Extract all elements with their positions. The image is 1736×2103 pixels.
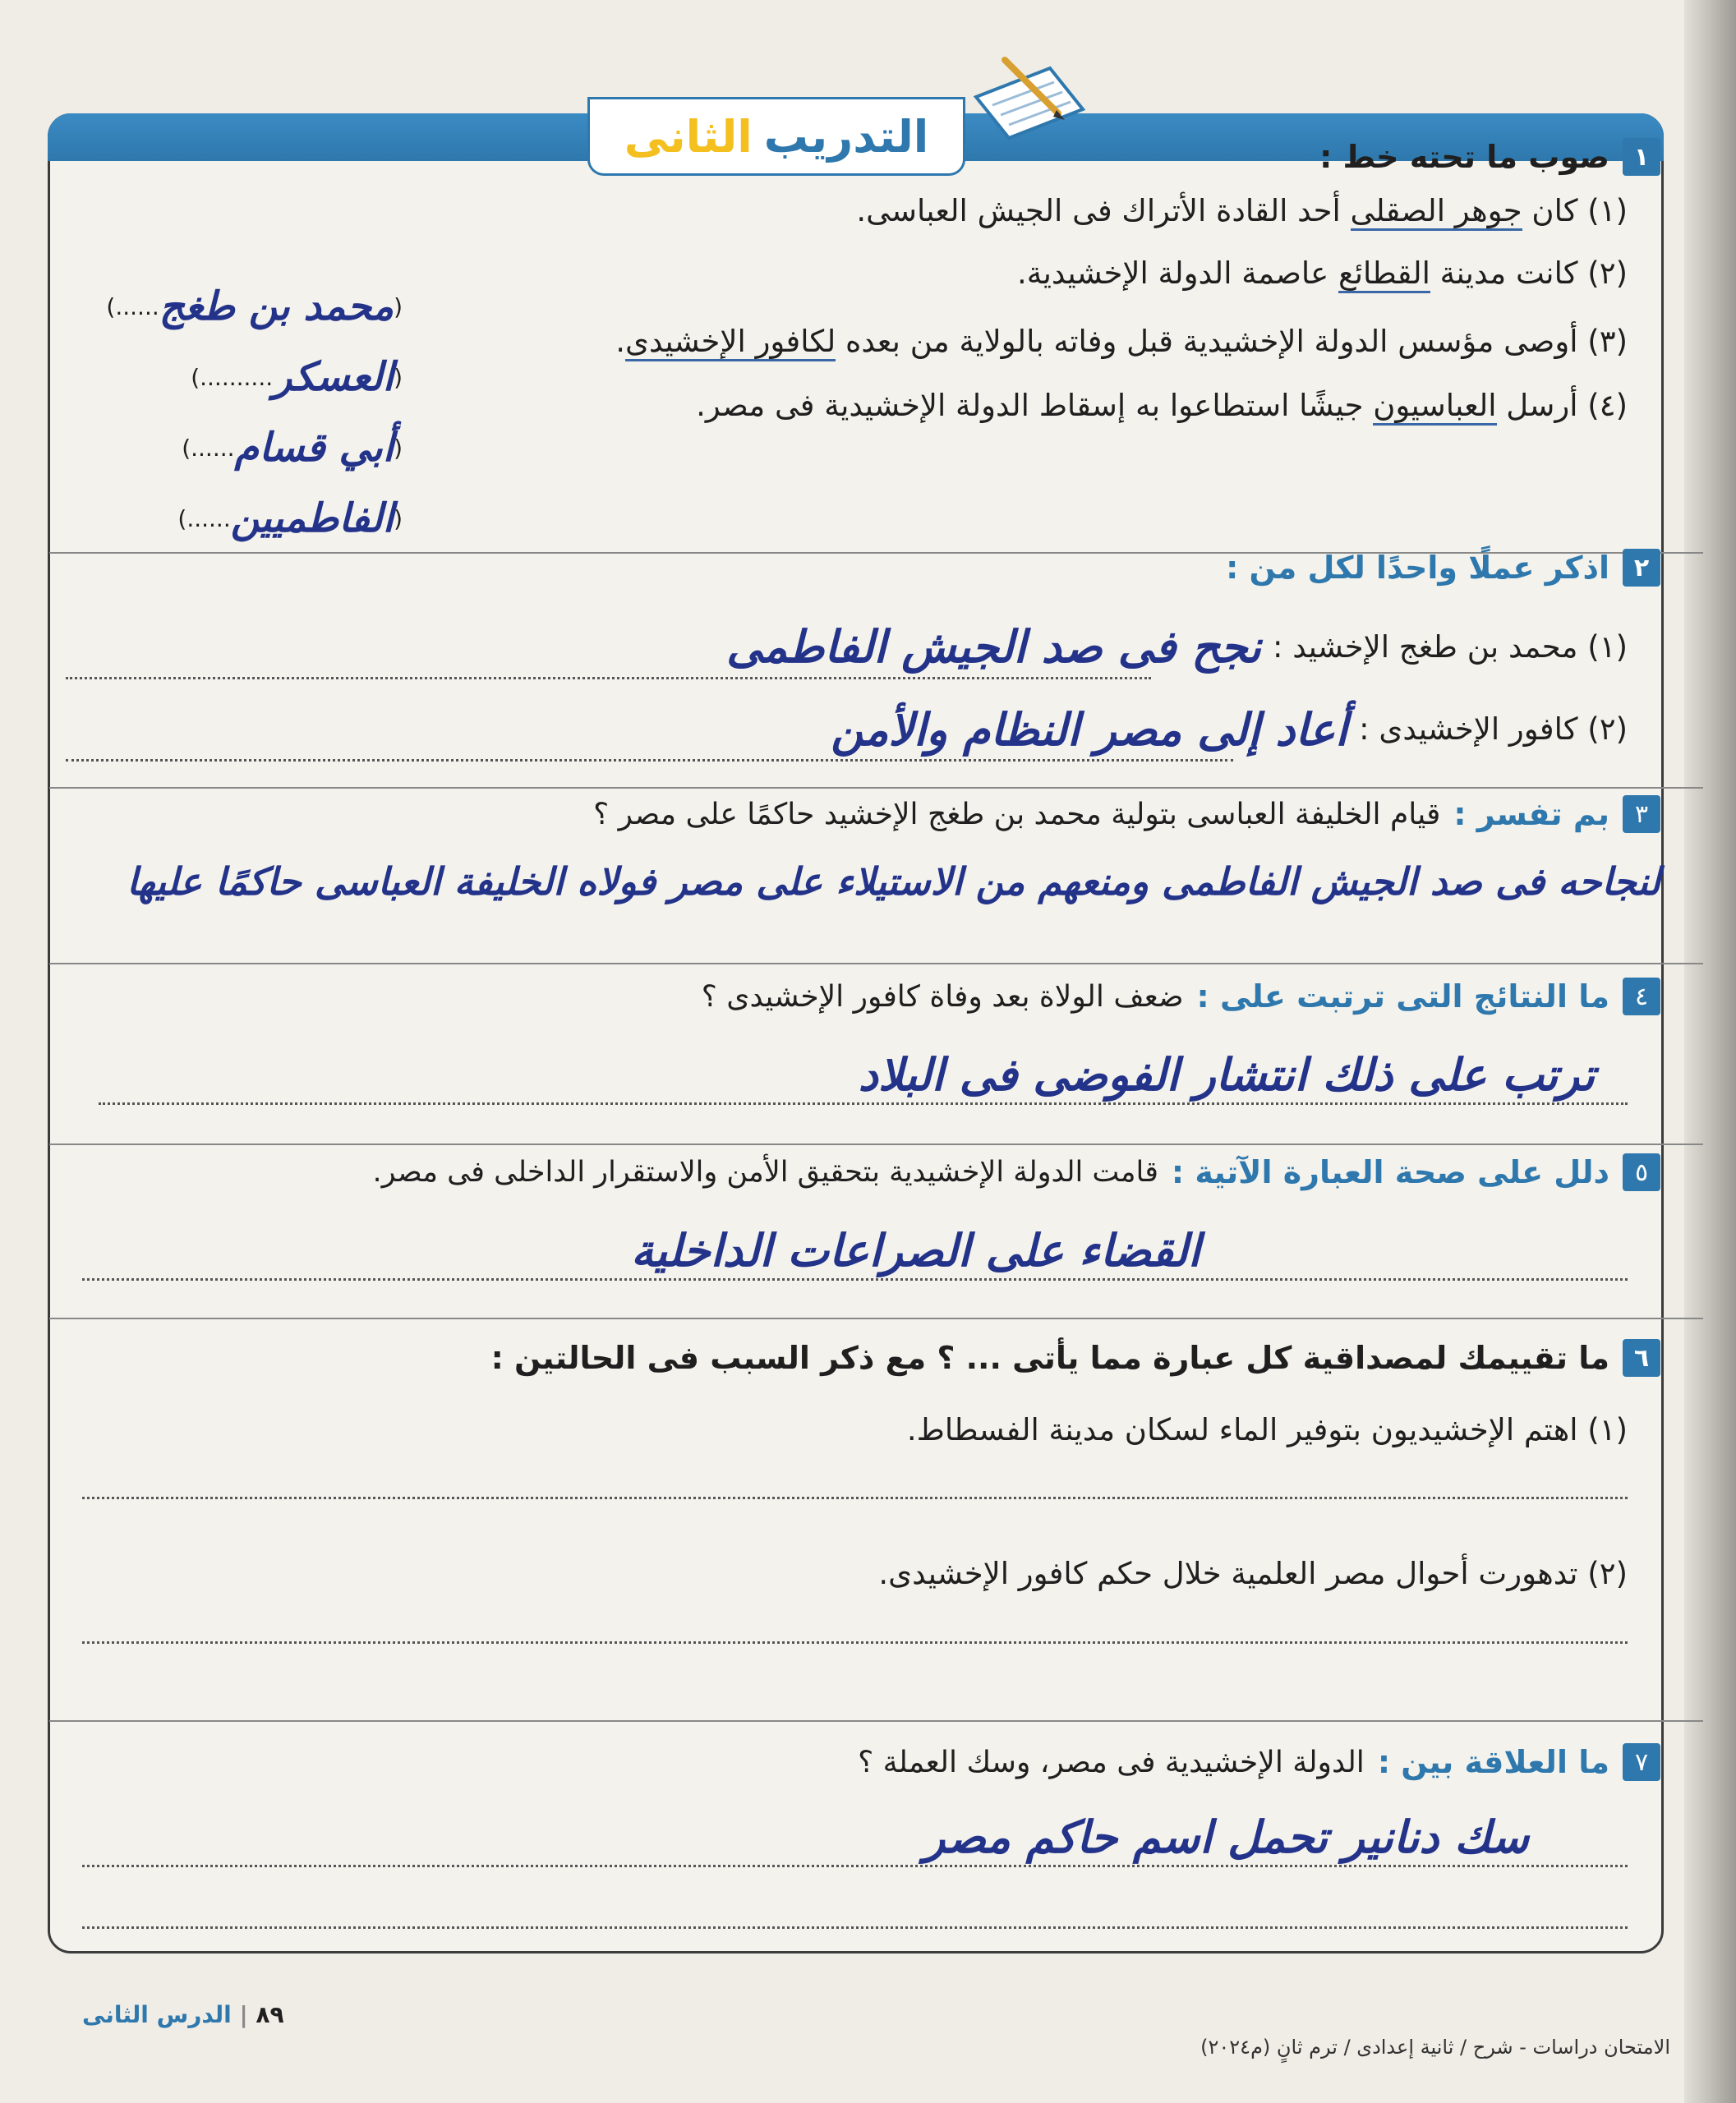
answer-line — [82, 1863, 1628, 1867]
q3-answer[interactable]: لنجاحه فى صد الجيش الفاطمى ومنعهم من الاستيلاء على مصر فولاه الخليفة العباسى حاكمًا عليها — [127, 859, 1660, 904]
title-main: التدريب — [763, 110, 929, 163]
q6-item-2: (٢) تدهورت أحوال مصر العلمية خلال حكم كافور الإخشيدى. — [878, 1556, 1628, 1592]
answer-line[interactable] — [82, 1925, 1628, 1929]
question-4 — [66, 978, 1660, 1105]
question-4-header: ٤ ما النتائج التى ترتبت على : ضعف الولاة بعد وفاة كافور الإخشيدى ؟ — [66, 978, 1660, 1015]
q1-item-2: (٢) كانت مدينة القطائع عاصمة الدولة الإخشيدية. — [66, 255, 1628, 292]
q1-answer-2[interactable]: ( العسكر ..........) — [191, 354, 403, 400]
page-number: ٨٩ — [256, 2001, 284, 2028]
question-7-header: ٧ ما العلاقة بين : الدولة الإخشيدية فى مصر، وسك العملة ؟ — [66, 1743, 1660, 1781]
q1-answer-3[interactable]: ( أبي قسام ......) — [182, 425, 403, 471]
question-7 — [66, 1743, 1660, 1929]
question-6 — [66, 1339, 1660, 1644]
q2-answer-2[interactable]: أعاد إلى مصر النظام والأمن — [831, 702, 1348, 756]
q4-answer[interactable]: ترتب على ذلك انتشار الفوضى فى البلاد — [858, 1048, 1595, 1101]
q1-answers — [107, 271, 403, 554]
q1-answer-4[interactable]: ( الفاطميين ......) — [177, 495, 403, 541]
question-3-header: ٣ بم تفسر : قيام الخليفة العباسى بتولية محمد بن طغج الإخشيد حاكمًا على مصر ؟ — [66, 795, 1660, 833]
page-edge — [1684, 0, 1736, 2103]
question-2 — [66, 549, 1660, 762]
question-2-header: ٢ اذكر عملًا واحدًا لكل من : — [66, 549, 1660, 587]
answer-line — [66, 757, 1233, 762]
divider — [49, 963, 1703, 964]
q2-item-2: (٢) كافور الإخشيدى : أعاد إلى مصر النظام والأمن — [66, 702, 1628, 758]
question-label: صوب ما تحته خط : — [1319, 139, 1609, 175]
q2-answer-1[interactable]: نجح فى صد الجيش الفاطمى — [726, 620, 1261, 673]
answer-line[interactable] — [82, 1640, 1628, 1644]
question-6-header: ٦ ما تقييمك لمصداقية كل عبارة مما يأتى ... ؟ مع ذكر السبب فى الحالتين : — [66, 1339, 1660, 1377]
question-number: ١ — [1623, 138, 1660, 176]
lesson-name: الدرس الثانى — [82, 2001, 232, 2028]
question-1-header — [66, 138, 1660, 176]
q1-item-4: (٤) أرسل العباسيون جيشًا استطاعوا به إسقاط الدولة الإخشيدية فى مصر. — [66, 387, 1628, 425]
question-5-header: ٥ دلل على صحة العبارة الآتية : قامت الدولة الإخشيدية بتحقيق الأمن والاستقرار الداخلى فى مصر. — [66, 1153, 1660, 1191]
q1-item-3: (٣) أوصى مؤسس الدولة الإخشيدية قبل وفاته بالولاية من بعده لكافور الإخشيدى. — [66, 323, 1628, 361]
answer-line — [99, 1101, 1628, 1105]
q2-item-1: (١) محمد بن طغج الإخشيد : نجح فى صد الجيش الفاطمى — [66, 619, 1628, 675]
divider — [49, 1720, 1703, 1722]
footer-book-title: الامتحان دراسات - شرح / ثانية إعدادى / ترم ثانٍ (م٢٠٢٤) — [1200, 2036, 1670, 2059]
answer-line[interactable] — [82, 1495, 1628, 1499]
divider — [49, 1318, 1703, 1319]
q7-answer[interactable]: سك دنانير تحمل اسم حاكم مصر — [923, 1811, 1529, 1863]
question-5 — [66, 1153, 1660, 1281]
divider — [49, 1144, 1703, 1145]
q1-item-1: (١) كان جوهر الصقلى أحد القادة الأتراك فى الجيش العباسى. — [66, 192, 1628, 230]
q6-item-1: (١) اهتم الإخشيديون بتوفير الماء لسكان مدينة الفسطاط. — [906, 1412, 1628, 1447]
divider — [49, 787, 1703, 789]
pen-paper-icon — [960, 48, 1091, 146]
answer-line — [66, 675, 1151, 679]
footer-page-info: ٨٩ | الدرس الثانى — [82, 2001, 284, 2028]
q1-answer-1[interactable]: ( محمد بن طغج ......) — [106, 283, 403, 329]
q5-answer[interactable]: القضاء على الصراعات الداخلية — [631, 1224, 1200, 1277]
title-accent: الثانى — [624, 110, 753, 163]
question-3 — [66, 795, 1660, 907]
answer-line — [82, 1277, 1628, 1281]
